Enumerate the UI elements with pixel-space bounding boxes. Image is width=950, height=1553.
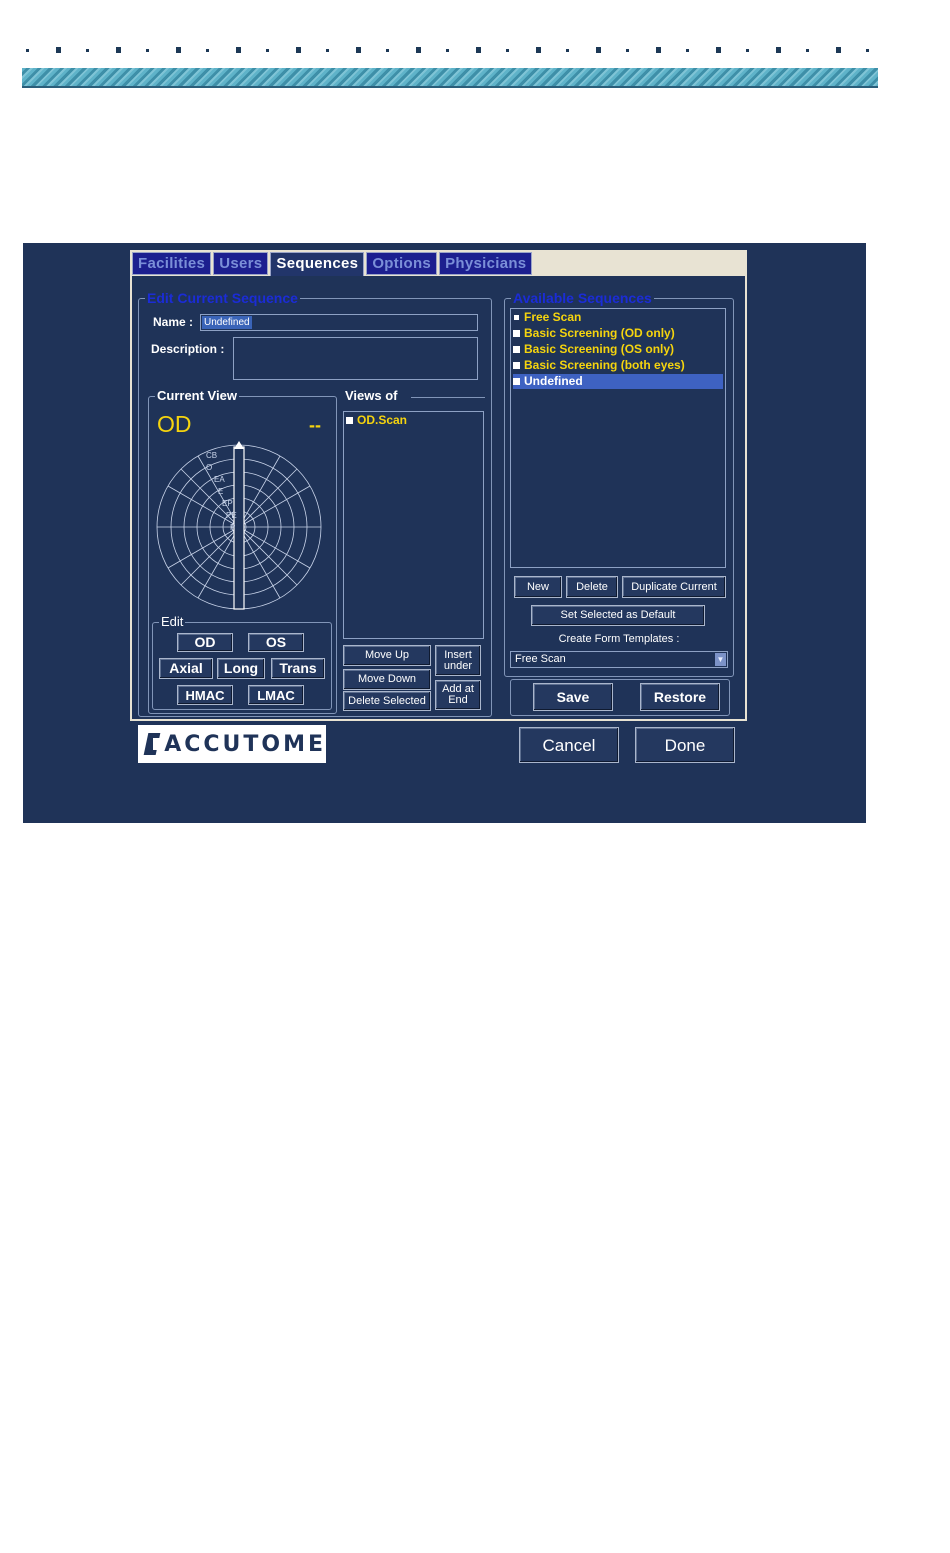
dot xyxy=(266,49,269,52)
dotted-rule xyxy=(22,46,878,56)
dot xyxy=(206,49,209,52)
trans-button[interactable]: Trans xyxy=(271,658,325,679)
dot xyxy=(836,47,841,53)
dot xyxy=(446,49,449,52)
dot xyxy=(86,49,89,52)
dot xyxy=(416,47,421,53)
tab-bar xyxy=(132,252,532,274)
list-item-selected[interactable]: Undefined xyxy=(513,374,723,389)
dot xyxy=(146,49,149,52)
dot xyxy=(596,47,601,53)
move-up-button[interactable]: Move Up xyxy=(343,645,431,666)
current-view-group xyxy=(148,388,337,714)
set-default-button[interactable]: Set Selected as Default xyxy=(531,605,705,626)
description-field[interactable] xyxy=(233,337,478,380)
dot xyxy=(56,47,61,53)
edit-current-sequence-legend: Edit Current Sequence xyxy=(147,290,298,306)
tab-physicians[interactable]: Physicians xyxy=(439,252,532,275)
dot xyxy=(626,49,629,52)
edit-legend: Edit xyxy=(161,614,184,629)
duplicate-current-button[interactable]: Duplicate Current xyxy=(622,576,726,598)
axial-button[interactable]: Axial xyxy=(159,658,213,679)
os-button[interactable]: OS xyxy=(248,633,304,652)
dot xyxy=(536,47,541,53)
dot xyxy=(176,47,181,53)
dot xyxy=(476,47,481,53)
cancel-button[interactable]: Cancel xyxy=(519,727,619,763)
name-field[interactable] xyxy=(200,314,478,331)
create-form-templates-label: Create Form Templates : xyxy=(558,633,680,645)
hmac-button[interactable]: HMAC xyxy=(177,685,233,705)
name-value: Undefined xyxy=(204,317,250,328)
dot xyxy=(866,49,869,52)
accutome-logo xyxy=(138,725,326,763)
edit-group xyxy=(152,614,332,710)
dot xyxy=(356,47,361,53)
dot xyxy=(806,49,809,52)
delete-button[interactable]: Delete xyxy=(566,576,618,598)
lmac-button[interactable]: LMAC xyxy=(248,685,304,705)
dot xyxy=(566,49,569,52)
sequences-list[interactable] xyxy=(510,308,726,568)
sequences-panel xyxy=(132,276,745,719)
tab-options[interactable]: Options xyxy=(366,252,437,275)
polar-diagram xyxy=(155,441,323,611)
list-item[interactable]: Basic Screening (OS only) xyxy=(513,342,723,357)
available-sequences-group xyxy=(504,290,734,677)
views-list[interactable] xyxy=(343,411,484,639)
current-eye-label: OD xyxy=(157,411,192,437)
dot xyxy=(326,49,329,52)
add-at-end-button[interactable]: Add at End xyxy=(435,680,481,710)
list-item[interactable]: Basic Screening (both eyes) xyxy=(513,358,723,373)
long-button[interactable]: Long xyxy=(217,658,265,679)
tab-sequences[interactable]: Sequences xyxy=(270,252,364,276)
edit-current-sequence-group xyxy=(138,290,492,717)
view-marker: -- xyxy=(309,415,321,435)
form-template-value: Free Scan xyxy=(515,653,566,665)
dot xyxy=(776,47,781,53)
dot xyxy=(236,47,241,53)
dot xyxy=(686,49,689,52)
available-sequences-legend: Available Sequences xyxy=(513,290,652,306)
delete-selected-button[interactable]: Delete Selected xyxy=(343,691,431,711)
save-restore-group xyxy=(510,679,730,716)
new-button[interactable]: New xyxy=(514,576,562,598)
dot xyxy=(116,47,121,53)
dot xyxy=(506,49,509,52)
views-of-group xyxy=(340,388,488,718)
form-template-select[interactable] xyxy=(510,651,728,668)
views-of-legend: Views of xyxy=(345,388,398,403)
settings-screen xyxy=(23,243,866,823)
header-banner xyxy=(22,68,878,88)
tab-users[interactable]: Users xyxy=(213,252,268,275)
list-item[interactable]: Basic Screening (OD only) xyxy=(513,326,723,341)
insert-under-button[interactable]: Insert under xyxy=(435,645,481,676)
accutome-mark-icon xyxy=(144,733,161,755)
current-view-legend: Current View xyxy=(157,388,237,403)
settings-dialog xyxy=(130,250,747,721)
list-item[interactable]: Free Scan xyxy=(513,310,723,325)
dot xyxy=(656,47,661,53)
dot xyxy=(746,49,749,52)
restore-button[interactable]: Restore xyxy=(640,683,720,711)
save-button[interactable]: Save xyxy=(533,683,613,711)
list-item[interactable]: OD.Scan xyxy=(346,413,407,428)
dot xyxy=(386,49,389,52)
chevron-down-icon[interactable]: ▼ xyxy=(716,655,725,664)
description-label: Description : xyxy=(151,342,225,356)
dot xyxy=(26,49,29,52)
polar-zone-labels: CB O EA E EP PE P xyxy=(206,451,237,532)
dot xyxy=(296,47,301,53)
done-button[interactable]: Done xyxy=(635,727,735,763)
tab-facilities[interactable]: Facilities xyxy=(132,252,211,275)
logo-text: ACCUTOME xyxy=(164,731,326,757)
name-label: Name : xyxy=(153,315,194,329)
od-button[interactable]: OD xyxy=(177,633,233,652)
move-down-button[interactable]: Move Down xyxy=(343,669,431,690)
dot xyxy=(716,47,721,53)
